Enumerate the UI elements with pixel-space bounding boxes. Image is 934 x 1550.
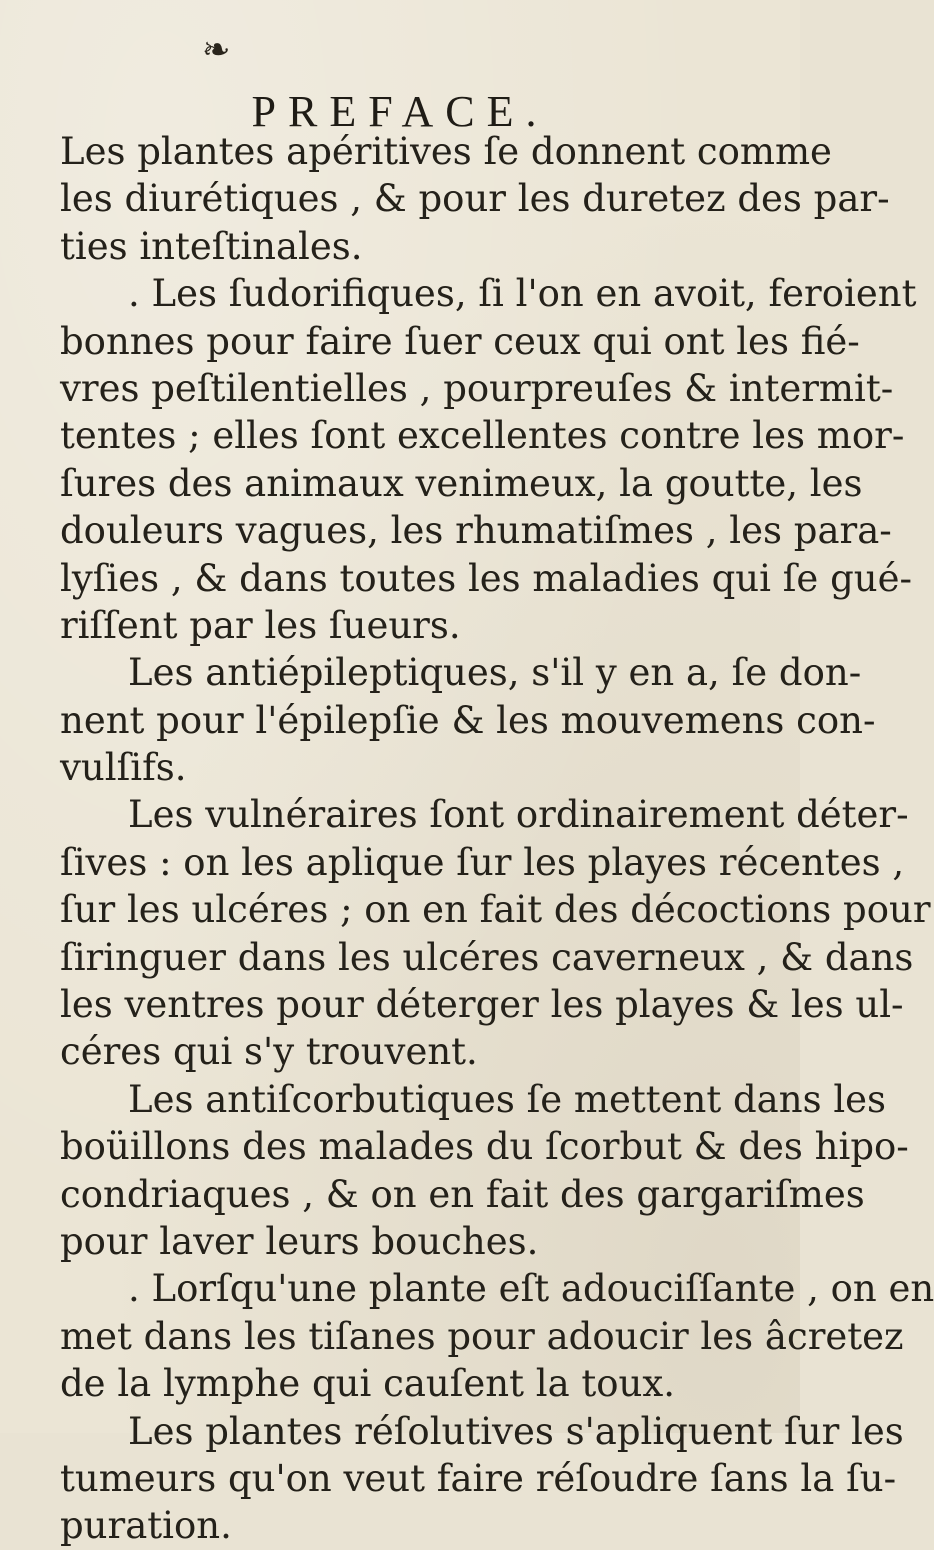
text-line: . Les ſudorifiques, ſi l'on en avoit, feroient — [128, 272, 917, 316]
text-line: lyſies , & dans toutes les maladies qui ſe gué- — [60, 556, 912, 600]
text-line: Les antiépileptiques, s'il y en a, ſe don- — [128, 651, 862, 695]
text-line: Les antiſcorbutiques ſe mettent dans les — [128, 1077, 887, 1121]
text-line: Les plantes apéritives ſe donnent comme — [60, 130, 832, 173]
text-line: boüillons des malades du ſcorbut & des hipo- — [60, 1125, 909, 1169]
body-text — [60, 128, 934, 1550]
text-line: tumeurs qu'on veut faire réſoudre ſans la ſu- — [60, 1456, 897, 1500]
text-line: céres qui s'y trouvent. — [60, 1030, 478, 1074]
text-line: les diurétiques , & pour les duretez des par- — [60, 177, 890, 221]
text-line: douleurs vagues, les rhumatiſmes , les para- — [60, 509, 892, 553]
text-line: ſiringuer dans les ulcéres caverneux , & dans — [60, 935, 914, 979]
text-line: condriaques , & on en fait des gargariſmes — [60, 1172, 865, 1216]
text-line: Les vulnéraires ſont ordinairement déter- — [128, 793, 909, 837]
text-line: bonnes pour faire ſuer ceux qui ont les fié- — [60, 319, 860, 363]
text-line: riſſent par les ſueurs. — [60, 603, 461, 647]
page-title: PREFACE. — [251, 87, 549, 136]
text-line: puration. — [60, 1504, 232, 1548]
text-line: . Lorſqu'une plante eſt adouciſſante , on en — [128, 1267, 934, 1311]
text-line: ties inteſtinales. — [60, 224, 363, 268]
ornament-icon: ❧ — [202, 30, 231, 70]
text-line: ſur les ulcéres ; on en fait des décoctions pour — [60, 888, 931, 932]
text-line: vres peſtilentielles , pourpreuſes & intermit- — [60, 366, 894, 410]
text-line: Les plantes réſolutives s'apliquent ſur les — [128, 1409, 904, 1453]
text-line: pour laver leurs bouches. — [60, 1219, 539, 1263]
text-line: tentes ; elles ſont excellentes contre les mor- — [60, 414, 905, 458]
text-line: les ventres pour déterger les playes & les ul- — [60, 983, 904, 1027]
text-line: vulſifs. — [60, 746, 187, 790]
text-line: de la lymphe qui cauſent la toux. — [60, 1362, 676, 1406]
text-line: met dans les tiſanes pour adoucir les âcretez — [60, 1314, 904, 1358]
text-line: nent pour l'épilepſie & les mouvemens con- — [60, 698, 876, 742]
text-line: ſures des animaux venimeux, la goutte, les — [60, 461, 863, 505]
text-line: ſives : on les aplique ſur les playes récentes , — [60, 840, 905, 884]
